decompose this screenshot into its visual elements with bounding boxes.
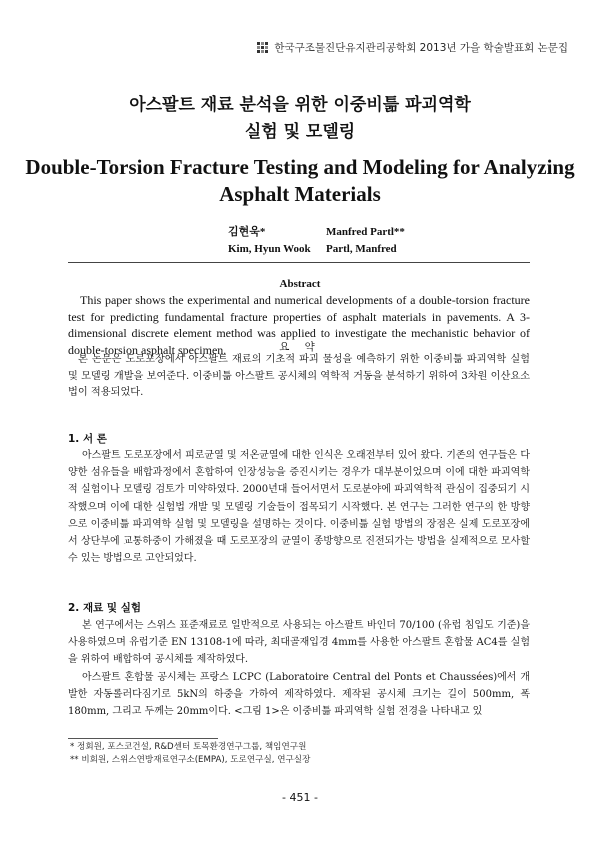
korean-title-line1: 아스팔트 재료 분석을 위한 이중비틂 파괴역학 [129,95,471,115]
footnote-2: ** 비회원, 스위스연방재료연구소(EMPA), 도로연구실, 연구실장 [70,755,311,765]
korean-title [0,92,600,146]
english-title-line2: Asphalt Materials [219,182,381,206]
abstract-heading: Abstract [279,278,321,290]
english-title [0,154,600,208]
section-2-body [68,617,530,720]
section-2-paragraph-2: 아스팔트 혼합물 공시체는 프랑스 LCPC (Laboratoire Central del Ponts et Chaussées)에서 개발한 자동롤러다짐기로 5kN의 하중을 가하여 제작하였다. 제작된 공시체 크기는 길이 500mm, 폭 180mm, 그리고 두께는 20mm이다. <그림 1>은 이중비틂 파괴역학 실험 전경을 나타내고 있 [68,671,530,718]
section-2-heading: 2. 재료 및 실험 [68,602,141,614]
section-1-body [68,447,530,567]
abstract-text: This paper shows the experimental and numerical developments of a double-torsion fracture test for predicting fundamental fracture properties of asphalt materials in pavements. A 3-dimensional discrete element method was applied to investigate the mechanistic behavior of double-torsion asphalt specimen. [68,293,530,357]
author-1-korean: 김현욱* [228,226,266,238]
author-2-korean: Manfred Partl** [326,226,405,238]
korean-abstract-heading: 요 약 [279,341,321,353]
footnote-divider [68,738,218,739]
proceedings-title: 한국구조물진단유지관리공학회 2013년 가을 학술발표회 논문집 [274,42,568,54]
section-1-heading: 1. 서 론 [68,433,107,445]
section-1-paragraph: 아스팔트 도로포장에서 피로균열 및 저온균열에 대한 인식은 오래전부터 있어 왔다. 기존의 연구들은 다양한 섬유들을 배합과정에서 혼합하여 인장성능을 증진시키는 경우가 대부분이었으며 이에 대한 파괴역학적 실험이나 모델링 검토가 미약하였다. 2000년대 들어서면서 도로분야에 파괴역학적 관심이 집중되기 시작했으며 이에 대한 실험법 개발 및 모델링 기술들이 접목되기 시작했다. 본 연구는 그러한 연구의 한 방향으로 이중비틂 파괴역학 실험 및 모델링을 설명하는 것이다. 이중비틂 실험 방법의 장점은 실제 도로포장에서 상단부에 교통하중이 가해졌을 때 도로포장의 균열이 종방향으로 진전되가는 방법을 실제적으로 모사할 수 있는 방법으로 고안되었다. [68,450,530,565]
english-title-line1: Double-Torsion Fracture Testing and Modeling for Analyzing [25,155,575,179]
korean-title-line2: 실험 및 모델링 [244,122,356,142]
title-divider [68,262,530,263]
author-2 [326,224,405,258]
grid-bullet-icon [257,42,268,53]
footnote-1: * 정회원, 포스코건설, R&D센터 토목환경연구그룹, 책임연구원 [70,742,307,752]
section-2-paragraph-1: 본 연구에서는 스위스 표준재료로 일반적으로 사용되는 아스팔트 바인더 70/100 (유럽 침입도 기준)을 사용하였으며 유럽기준 EN 13108-1에 따라, 최대골재입경 4mm를 사용한 아스팔트 혼합물 AC4를 실험을 위하여 배합하여 공시체를 제작하였다. [68,620,530,666]
korean-abstract-text: 본 논문은 도로포장에서 아스팔트 재료의 기초적 파괴 물성을 예측하기 위한 이중비틂 파괴역학 실험 및 모델링 개발을 보여준다. 이중비틂 아스팔트 공시체의 역학적 거동을 분석하기 위하여 3차원 이산요소법이 적용되었다. [68,354,530,398]
author-1-roman: Kim, Hyun Wook [228,243,311,255]
author-1 [228,224,311,258]
running-header [257,40,568,55]
author-2-roman: Partl, Manfred [326,243,397,255]
page-number: - 451 - [282,791,318,804]
